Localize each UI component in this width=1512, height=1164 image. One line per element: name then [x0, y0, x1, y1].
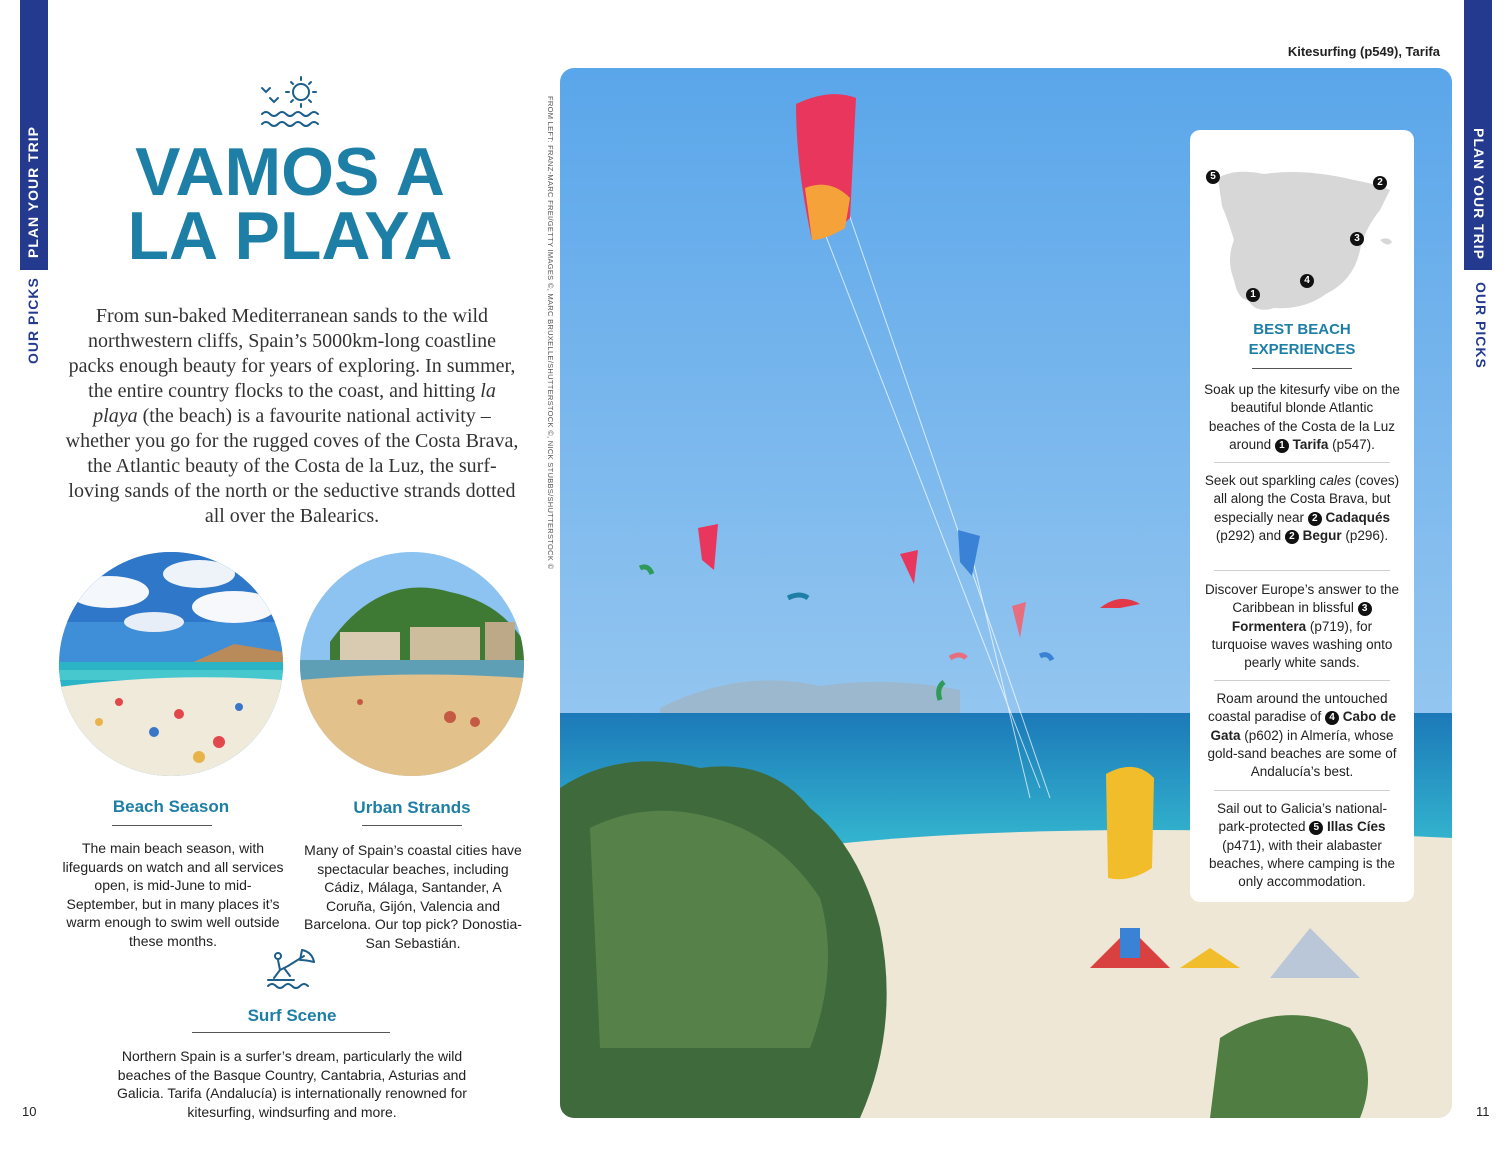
page-number-right: 11: [1476, 1104, 1490, 1119]
intro-text-1: From sun-baked Mediterranean sands to the wild northwestern cliffs, Spain’s 5000km-long coastline packs enough beauty for years of exploring. In summer, the entire country flocks to the coast, and hitting: [68, 305, 516, 402]
exp-2-name: Cadaqués: [1325, 509, 1391, 525]
experience-item: [1204, 381, 1400, 454]
map-marker-3: 3: [1350, 232, 1364, 246]
experience-item: [1204, 800, 1400, 891]
exp-5-marker: 5: [1309, 821, 1323, 835]
map-marker-2: 2: [1373, 176, 1387, 190]
side-tab-plan-label: PLAN YOUR TRIP: [25, 126, 41, 258]
urban-strands-rule: [362, 825, 462, 826]
surf-scene-rule: [192, 1032, 390, 1033]
side-tab-left: [20, 0, 48, 270]
exp-2b-marker: 2: [1285, 530, 1299, 544]
exp-3-page: (p719), for turquoise waves washing onto pearly white sands.: [1211, 618, 1393, 671]
experience-separator: [1214, 570, 1390, 571]
exp-2-marker: 2: [1308, 512, 1322, 526]
panel-heading: [1190, 320, 1414, 360]
exp-1-text: Soak up the kitesurfy vibe on the beautiful blonde Atlantic beaches of the Costa de la Luz around: [1204, 382, 1400, 452]
exp-1-page: (p547).: [1328, 436, 1375, 452]
exp-5-text: Sail out to Galicia’s national-park-protected: [1216, 801, 1388, 835]
photo-credit: FROM LEFT: FRANZ-MARC FREI/GETTY IMAGES ©, MARC BRUXELLE/SHUTTERSTOCK ©, NICK STUBBS/SHUTTERSTOCK ©: [546, 96, 555, 570]
intro-text-2: (the beach) is a favourite national activity – whether you go for the rugged coves of the Costa Brava, the Atlantic beauty of the Costa de la Luz, the surf-loving sands of the north or the seductive strands dotted all over the Balearics.: [65, 405, 519, 527]
kitesurfer-icon: [266, 946, 318, 994]
exp-2b-name: Begur: [1302, 527, 1342, 543]
experience-item: [1204, 690, 1400, 781]
exp-4-page: (p602) in Almería, whose gold-sand beaches are some of Andalucía’s best.: [1207, 727, 1397, 780]
exp-1-name: Tarifa: [1292, 436, 1329, 452]
spain-map: [1204, 150, 1400, 322]
side-tab-picks-label: OUR PICKS: [25, 277, 41, 364]
exp-2-text-mid: (coves) all along the Costa Brava, but especially near: [1213, 473, 1400, 525]
map-marker-5: 5: [1206, 170, 1220, 184]
experience-separator: [1214, 680, 1390, 681]
side-tab-right: [1464, 0, 1492, 270]
page-title-line-1: VAMOS A: [135, 134, 445, 210]
exp-5-name: Illas Cíes: [1327, 819, 1386, 835]
exp-1-marker: 1: [1275, 439, 1289, 453]
experience-separator: [1214, 790, 1390, 791]
experience-separator: [1214, 462, 1390, 463]
exp-4-name: Cabo de Gata: [1210, 709, 1397, 743]
urban-strands-photo: [300, 552, 524, 776]
intro-paragraph: [64, 304, 520, 529]
surf-scene-body: Northern Spain is a surfer’s dream, particularly the wild beaches of the Basque Country, Cantabria, Asturias and Galicia. Tarifa (Andalucía) is internationally renowned for kitesurfing, windsurfing and more.: [117, 1048, 467, 1120]
beach-season-heading: Beach Season: [112, 797, 230, 816]
beach-season-rule: [112, 825, 212, 826]
panel-heading-line-2: EXPERIENCES: [1248, 341, 1356, 358]
exp-5-page: (p471), with their alabaster beaches, where camping is the only accommodation.: [1208, 837, 1396, 890]
exp-4-text: Roam around the untouched coastal paradise of: [1207, 691, 1388, 725]
side-tab-picks-label-right: OUR PICKS: [1473, 282, 1489, 369]
photo-caption: Kitesurfing (p549), Tarifa: [1287, 44, 1440, 59]
beach-season-photo: [59, 552, 283, 776]
side-tab-plan-label-right: PLAN YOUR TRIP: [1471, 128, 1487, 260]
map-marker-4: 4: [1300, 274, 1314, 288]
experience-item: [1204, 472, 1400, 545]
exp-2-page: (p292) and: [1215, 527, 1285, 543]
experience-item: [1204, 581, 1400, 672]
surf-scene-heading: Surf Scene: [247, 1006, 337, 1025]
panel-heading-line-1: BEST BEACH: [1253, 321, 1351, 338]
exp-3-text: Discover Europe’s answer to the Caribbean in blissful: [1204, 582, 1400, 616]
exp-3-name: Formentera: [1231, 618, 1307, 634]
best-beach-panel: [1190, 130, 1414, 902]
page-title-line-2: LA PLAYA: [127, 198, 453, 274]
page-title: [80, 134, 500, 274]
exp-2-text: Seek out sparkling: [1204, 473, 1320, 488]
urban-strands-body: Many of Spain’s coastal cities have spectacular beaches, including Cádiz, Málaga, Santander, A Coruña, Gijón, Valencia and Barcelona. Our top pick? Donostia-San Sebastián.: [304, 842, 522, 951]
intro-italic: la playa: [93, 380, 496, 427]
panel-heading-rule: [1252, 368, 1352, 369]
page-number-left: 10: [22, 1104, 37, 1119]
sun-waves-icon: [256, 74, 326, 136]
urban-strands-heading: Urban Strands: [353, 798, 471, 817]
exp-4-marker: 4: [1325, 711, 1339, 725]
exp-2b-page: (p296).: [1341, 527, 1389, 543]
exp-3-marker: 3: [1358, 602, 1372, 616]
exp-2-italic: cales: [1319, 473, 1352, 488]
beach-season-body: The main beach season, with lifeguards on watch and all services open, is mid-June to mid-September, but in many places it’s warm enough to swim well outside these months.: [62, 840, 284, 949]
map-marker-1: 1: [1246, 288, 1260, 302]
